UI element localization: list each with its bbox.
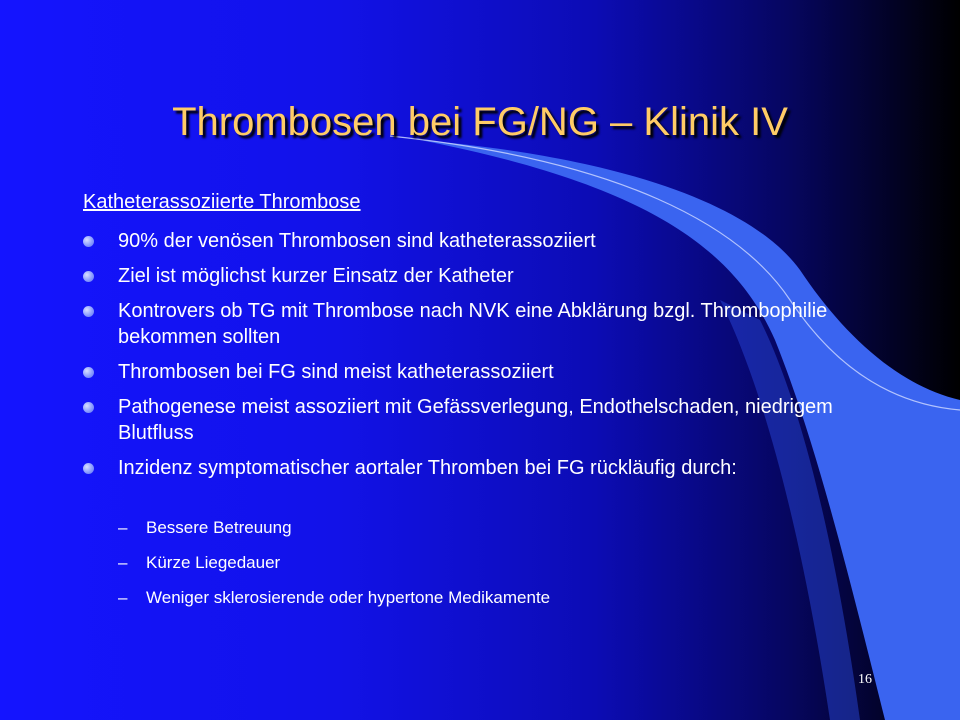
bullet-text: Kontrovers ob TG mit Thrombose nach NVK eine Abklärung bzgl. Thrombophilie bekommen sollten xyxy=(118,300,828,348)
bullet-text: 90% der venösen Thrombosen sind katheterassoziiert xyxy=(118,230,596,252)
bullet-text: Inzidenz symptomatischer aortaler Thromben bei FG rückläufig durch: xyxy=(118,457,737,479)
bullet-dot-icon xyxy=(83,367,94,378)
bullet-item xyxy=(80,394,880,446)
page-number: 16 xyxy=(858,672,872,687)
bullet-dot-icon xyxy=(83,402,94,413)
bullet-dot-icon xyxy=(83,271,94,282)
bullet-text: Ziel ist möglichst kurzer Einsatz der Katheter xyxy=(118,265,514,287)
bullet-dot-icon xyxy=(83,236,94,247)
sub-bullet-item xyxy=(118,518,550,538)
bullet-dot-icon xyxy=(83,306,94,317)
bullet-text: Pathogenese meist assoziiert mit Gefässverlegung, Endothelschaden, niedrigem Blutfluss xyxy=(118,396,833,444)
bullet-text: Thrombosen bei FG sind meist katheterassoziiert xyxy=(118,361,554,383)
dash-icon: – xyxy=(118,553,128,572)
bullet-item xyxy=(80,228,880,254)
dash-icon: – xyxy=(118,588,128,607)
sub-bullet-list xyxy=(118,518,550,623)
sub-bullet-text: Bessere Betreuung xyxy=(146,518,292,537)
bullet-item xyxy=(80,298,880,350)
bullet-item xyxy=(80,263,880,289)
sub-bullet-text: Kürze Liegedauer xyxy=(146,553,281,572)
dash-icon: – xyxy=(118,518,128,537)
bullet-list xyxy=(80,228,880,490)
slide-title: Thrombosen bei FG/NG – Klinik IV xyxy=(172,100,788,144)
bullet-item xyxy=(80,455,880,481)
sub-bullet-item xyxy=(118,553,550,573)
bullet-dot-icon xyxy=(83,463,94,474)
sub-bullet-text: Weniger sklerosierende oder hypertone Medikamente xyxy=(146,588,551,607)
sub-bullet-item xyxy=(118,588,550,608)
section-subheading: Katheterassoziierte Thrombose xyxy=(83,191,361,213)
bullet-item xyxy=(80,359,880,385)
